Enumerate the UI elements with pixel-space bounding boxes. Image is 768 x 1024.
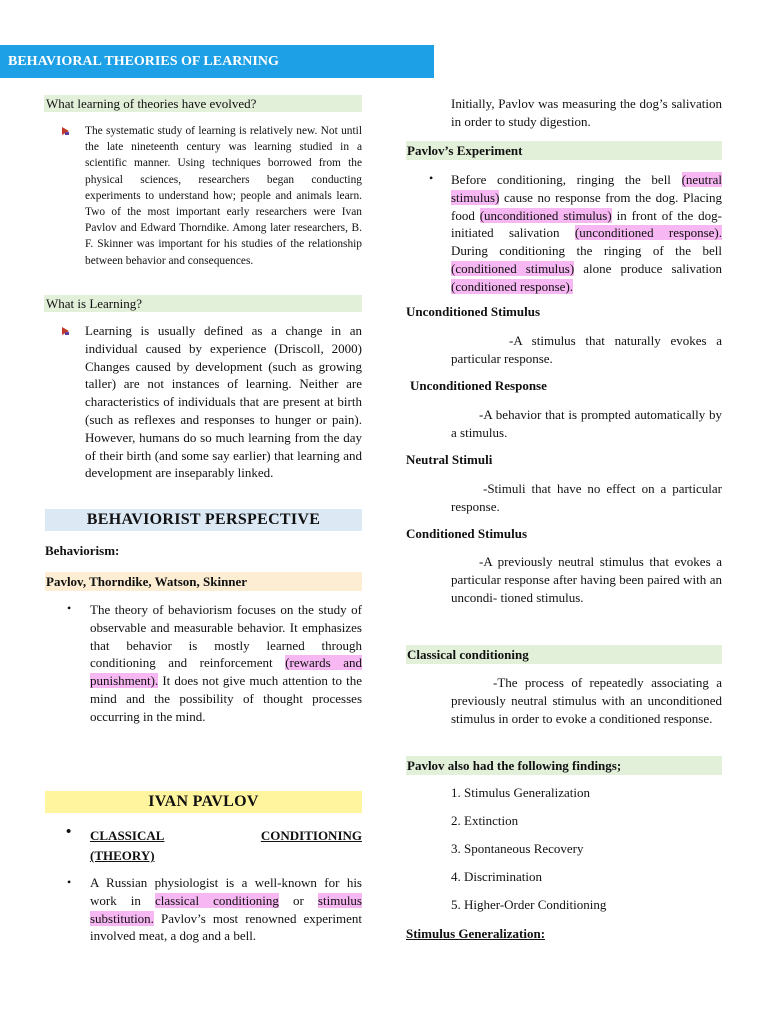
learning-definition-paragraph: Learning is usually defined as a change in an individual caused by experience (Driscoll, 2000) Changes caused by development (such as growing taller) are not instances of learning. Neither are characteristics of individuals that are present at birth (such as reflexes and responses to hunger or pain). However, humans do so much learning from the day of their birth (and some say earlier) that learning and development are inseparably linked. [85, 323, 362, 481]
findings-heading: Pavlov also had the following findings; [406, 756, 722, 775]
bullet-dot-icon: • [67, 875, 72, 889]
arrow-bullet-icon [62, 326, 72, 336]
term-definition: -A previously neutral stimulus that evokes a particular response after having been paired with an uncondi- tioned stimulus. [451, 554, 722, 605]
term-heading: Neutral Stimuli [406, 452, 493, 467]
list-item: 4. Discrimination [451, 869, 542, 884]
list-item: 2. Extinction [451, 813, 519, 828]
bullet-dot-icon: • [67, 601, 72, 615]
pavlov-paragraph: A Russian physiologist is a well-known for his work in classical conditioning or stimulus substitution. Pavlov’s most renowned experiment involved meat, a dog and a bell. [90, 875, 362, 944]
page-banner: BEHAVIORAL THEORIES OF LEARNING [0, 45, 434, 78]
term-heading: Conditioned Stimulus [406, 526, 528, 541]
term-definition: -A stimulus that naturally evokes a particular response. [451, 333, 722, 366]
term-heading: Unconditioned Stimulus [406, 304, 541, 319]
section-heading: IVAN PAVLOV [45, 791, 362, 813]
intro-paragraph: The systematic study of learning is relatively new. Not until the late nineteenth century was learning studied in a scientific manner. Using techniques borrowed from the physical sciences, researchers began conducting experiments to understand how; people and animals learn. Two of the most important early researchers were Ivan Pavlov and Edward Thorndike. Among later researchers, B. F. Skinner was important for his studies of the relationship between behavior and consequences. [85, 125, 362, 267]
bullet-dot-icon: • [429, 171, 434, 185]
list-item: 5. Higher-Order Conditioning [451, 897, 607, 912]
section-heading: BEHAVIORIST PERSPECTIVE [45, 509, 362, 531]
experiment-heading: Pavlov’s Experiment [406, 141, 722, 160]
list-item: 1. Stimulus Generalization [451, 785, 591, 800]
question-heading: What is Learning? [44, 295, 362, 312]
names-heading: Pavlov, Thorndike, Watson, Skinner [45, 572, 362, 591]
question-heading: What learning of theories have evolved? [44, 95, 362, 112]
term-definition: -A behavior that is prompted automatically by a stimulus. [451, 407, 722, 440]
bullet-dot-icon: • [66, 824, 72, 840]
intro-text: Initially, Pavlov was measuring the dog’s salivation in order to study digestion. [451, 96, 722, 129]
theory-heading: CLASSICAL CONDITIONING (THEORY) [90, 828, 362, 863]
term-heading: Classical conditioning [406, 645, 722, 664]
experiment-paragraph: Before conditioning, ringing the bell (neutral stimulus) cause no response from the dog. Placing food (unconditioned stimulus) in front of the dog-initiated salivation (unconditioned response). During conditioning the ringing of the bell (conditioned stimulus) alone produce salivation (conditioned response). [451, 172, 722, 294]
term-definition: -Stimuli that have no effect on a particular response. [451, 481, 722, 514]
arrow-bullet-icon [62, 126, 72, 136]
behaviorism-paragraph: The theory of behaviorism focuses on the study of observable and measurable behavior. It emphasizes that behavior is mostly learned through conditioning and reinforcement (rewards and punishment). It does not give much attention to the mind and the possibility of thought processes occurring in the mind. [90, 602, 363, 724]
term-heading: Unconditioned Response [410, 378, 547, 393]
list-item: 3. Spontaneous Recovery [451, 841, 584, 856]
term-heading: Stimulus Generalization: [406, 926, 546, 941]
term-definition: -The process of repeatedly associating a previously neutral stimulus with an unconditioned stimulus in order to evoke a conditioned response. [451, 675, 722, 726]
subheading: Behaviorism: [45, 543, 120, 558]
